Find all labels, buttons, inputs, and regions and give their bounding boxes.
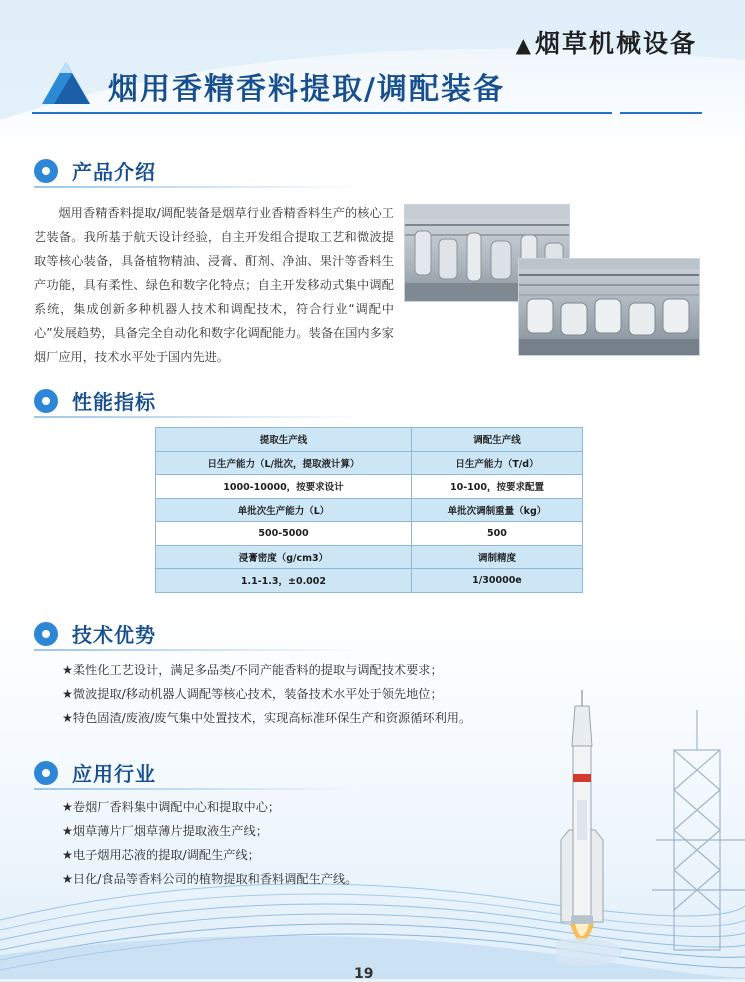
- bullet-circle-icon: [34, 761, 58, 785]
- table-row: [156, 475, 583, 499]
- triangle-icon: ▲: [515, 33, 533, 57]
- section-divider: [34, 186, 364, 188]
- page-number: 19: [354, 966, 374, 982]
- table-cell: 调制精度: [411, 545, 582, 569]
- table-row: [156, 428, 583, 452]
- equipment-photo-2: [518, 258, 700, 356]
- table-cell: 提取生产线: [156, 428, 412, 452]
- bullet-circle-icon: [34, 389, 58, 413]
- table-row: [156, 545, 583, 569]
- section-advantages-header: [34, 619, 156, 648]
- list-item: ★微波提取/移动机器人调配等核心技术，装备技术水平处于领先地位；: [62, 687, 443, 701]
- section-intro-title: 产品介绍: [72, 160, 156, 184]
- list-item: ★烟草薄片厂烟草薄片提取液生产线；: [62, 824, 268, 838]
- list-item: ★电子烟用芯液的提取/调配生产线；: [62, 848, 260, 862]
- rocket-illustration: [556, 690, 745, 979]
- list-item: ★卷烟厂香料集中调配中心和提取中心；: [62, 800, 281, 814]
- section-intro-header: [34, 156, 156, 185]
- applications-list: [62, 795, 357, 891]
- list-item: ★柔性化工艺设计，满足多品类/不同产能香料的提取与调配技术要求；: [62, 663, 443, 677]
- section-divider: [34, 649, 364, 651]
- table-cell: 500: [411, 522, 582, 546]
- table-row: [156, 451, 583, 475]
- section-divider: [34, 788, 364, 790]
- section-applications-title: 应用行业: [72, 762, 156, 786]
- mountain-logo-icon: [38, 58, 94, 106]
- title-divider-short: [620, 112, 702, 114]
- section-performance-header: [34, 386, 156, 415]
- table-cell: 1000-10000，按要求设计: [156, 475, 412, 499]
- section-divider: [34, 416, 364, 418]
- table-row: [156, 522, 583, 546]
- list-item: ★日化/食品等香料公司的植物提取和香料调配生产线。: [62, 872, 358, 886]
- section-advantages-title: 技术优势: [72, 623, 156, 647]
- table-cell: 日生产能力（T/d）: [411, 451, 582, 475]
- table-cell: 调配生产线: [411, 428, 582, 452]
- category-label: ▲烟草机械设备: [515, 29, 697, 58]
- table-cell: 500-5000: [156, 522, 412, 546]
- advantages-list: [62, 658, 471, 730]
- title-divider: [32, 112, 612, 114]
- performance-table: [155, 427, 583, 593]
- table-cell: 浸膏密度（g/cm3）: [156, 545, 412, 569]
- section-performance-title: 性能指标: [72, 390, 156, 414]
- bullet-circle-icon: [34, 622, 58, 646]
- table-cell: 单批次生产能力（L）: [156, 498, 412, 522]
- bullet-circle-icon: [34, 159, 58, 183]
- table-cell: 1/30000e: [411, 569, 582, 593]
- table-cell: 单批次调制重量（kg）: [411, 498, 582, 522]
- section-applications-header: [34, 758, 156, 787]
- list-item: ★特色固渣/废液/废气集中处置技术，实现高标准环保生产和资源循环利用。: [62, 711, 472, 725]
- table-row: [156, 498, 583, 522]
- intro-paragraph: 烟用香精香料提取/调配装备是烟草行业香精香料生产的核心工艺装备。我所基于航天设计经验，自主开发组合提取工艺和微波提取等核心装备，具备植物精油、浸膏、酊剂、净油、果汁等香料生产功能，具有柔性、绿色和数字化特点；自主开发移动式集中调配系统，集成创新多种机器人技术和调配技术，符合行业“调配中心”发展趋势，具备完全自动化和数字化调配能力。装备在国内多家烟厂应用，技术水平处于国内先进。: [34, 206, 394, 364]
- table-row: [156, 569, 583, 593]
- table-cell: 1.1-1.3，±0.002: [156, 569, 412, 593]
- page-title: 烟用香精香料提取/调配装备: [108, 72, 505, 107]
- table-cell: 10-100，按要求配置: [411, 475, 582, 499]
- table-cell: 日生产能力（L/批次，提取液计算）: [156, 451, 412, 475]
